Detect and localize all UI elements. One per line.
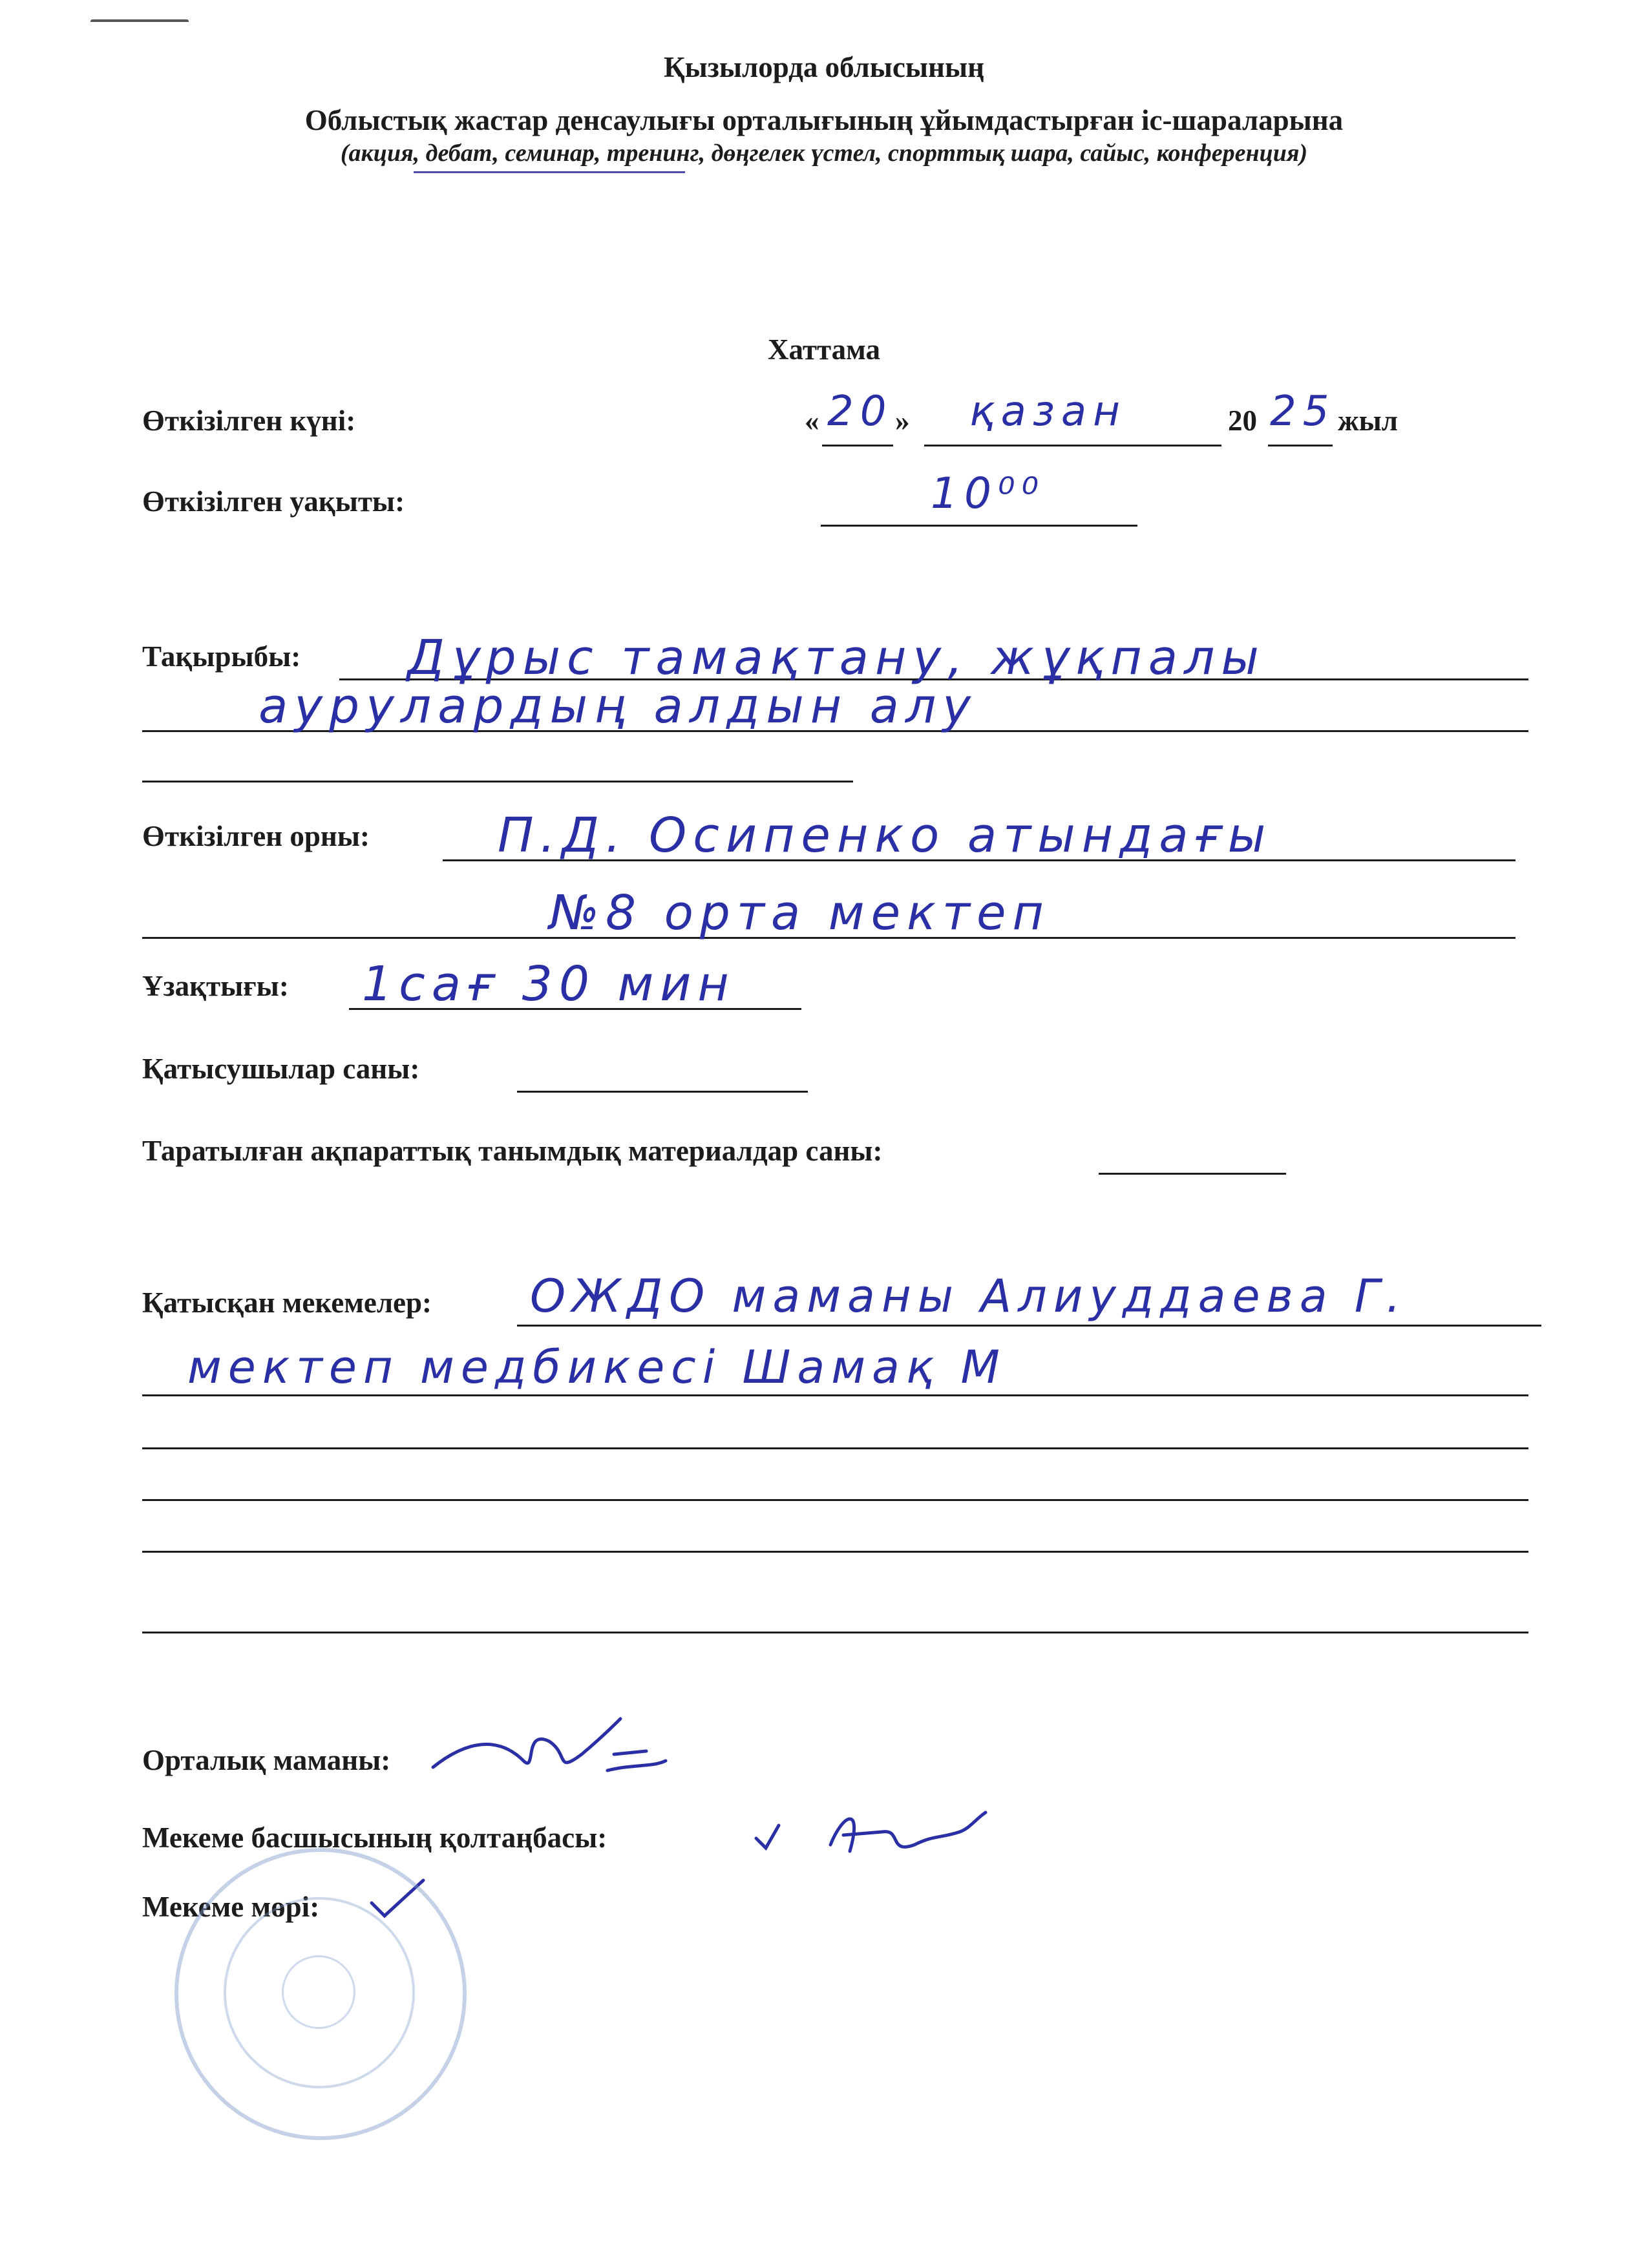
topic-label: Тақырыбы: bbox=[142, 640, 301, 673]
date-day-rule bbox=[822, 445, 893, 446]
header-organization: Облыстық жастар денсаулығы орталығының ұйымдастырған іс-шараларына bbox=[304, 104, 1344, 136]
date-label: Өткізілген күні: bbox=[142, 404, 356, 437]
institutions-rule-5 bbox=[142, 1551, 1528, 1553]
duration-label: Ұзақтығы: bbox=[142, 970, 289, 1002]
participants-rule bbox=[517, 1091, 808, 1093]
date-year-suffix: 25 bbox=[1270, 388, 1336, 436]
institutions-line-1: ОЖДО маманы Алиуддаева Г. bbox=[530, 1270, 1408, 1323]
date-year-rule bbox=[1268, 445, 1333, 446]
institution-stamp bbox=[174, 1848, 467, 2140]
specialist-signature bbox=[427, 1716, 672, 1787]
head-signature-label: Мекеме басшысының қолтаңбасы: bbox=[142, 1822, 607, 1854]
place-line-2: №8 орта мектеп bbox=[549, 885, 1050, 941]
specialist-signature-label: Орталық маманы: bbox=[142, 1744, 391, 1776]
institutions-rule-4 bbox=[142, 1499, 1528, 1501]
date-day: 20 bbox=[827, 388, 893, 436]
participants-label: Қатысушылар саны: bbox=[142, 1053, 420, 1085]
place-line-1: П.Д. Осипенко атындағы bbox=[498, 808, 1273, 863]
topic-line-1: Дұрыс тамақтану, жұқпалы bbox=[407, 630, 1265, 686]
header-region: Қызылорда облысының bbox=[663, 51, 985, 83]
institutions-rule-3 bbox=[142, 1447, 1528, 1449]
materials-rule bbox=[1099, 1173, 1286, 1175]
time-value: 10⁰⁰ bbox=[931, 468, 1045, 518]
place-label: Өткізілген орны: bbox=[142, 820, 370, 852]
stamp-label: Мекеме мөрі: bbox=[142, 1891, 320, 1923]
institutions-line-2: мектеп медбикесі Шамақ М bbox=[187, 1341, 1006, 1394]
date-month: қазан bbox=[969, 388, 1126, 436]
handwritten-underline bbox=[414, 171, 685, 173]
institutions-rule-1 bbox=[517, 1325, 1541, 1327]
topic-line-2: аурулардың алдын алу bbox=[259, 678, 978, 734]
date-year-word: жыл bbox=[1338, 404, 1399, 437]
time-label: Өткізілген уақыты: bbox=[142, 485, 405, 518]
date-open-quote: « bbox=[805, 404, 819, 437]
head-signature bbox=[753, 1800, 998, 1871]
stamp-emblem bbox=[282, 1955, 355, 2029]
date-month-rule bbox=[924, 445, 1221, 446]
institutions-rule-6 bbox=[142, 1632, 1528, 1633]
time-rule bbox=[821, 525, 1137, 527]
institutions-label: Қатысқан мекемелер: bbox=[142, 1286, 432, 1319]
header-event-types: (акция, дебат, семинар, тренинг, дөңгелек үстел, спорттық шара, сайыс, конференция) bbox=[340, 140, 1308, 167]
materials-label: Таратылған ақпараттық танымдық материалдар саны: bbox=[142, 1135, 883, 1167]
date-year-prefix: 20 bbox=[1228, 404, 1257, 437]
institutions-rule-2 bbox=[142, 1394, 1528, 1396]
doc-title: Хаттама bbox=[768, 333, 880, 366]
topic-rule-3 bbox=[142, 781, 853, 782]
duration-value: 1сағ 30 мин bbox=[362, 956, 735, 1012]
corner-mark bbox=[90, 19, 189, 26]
date-close-quote: » bbox=[895, 404, 910, 437]
